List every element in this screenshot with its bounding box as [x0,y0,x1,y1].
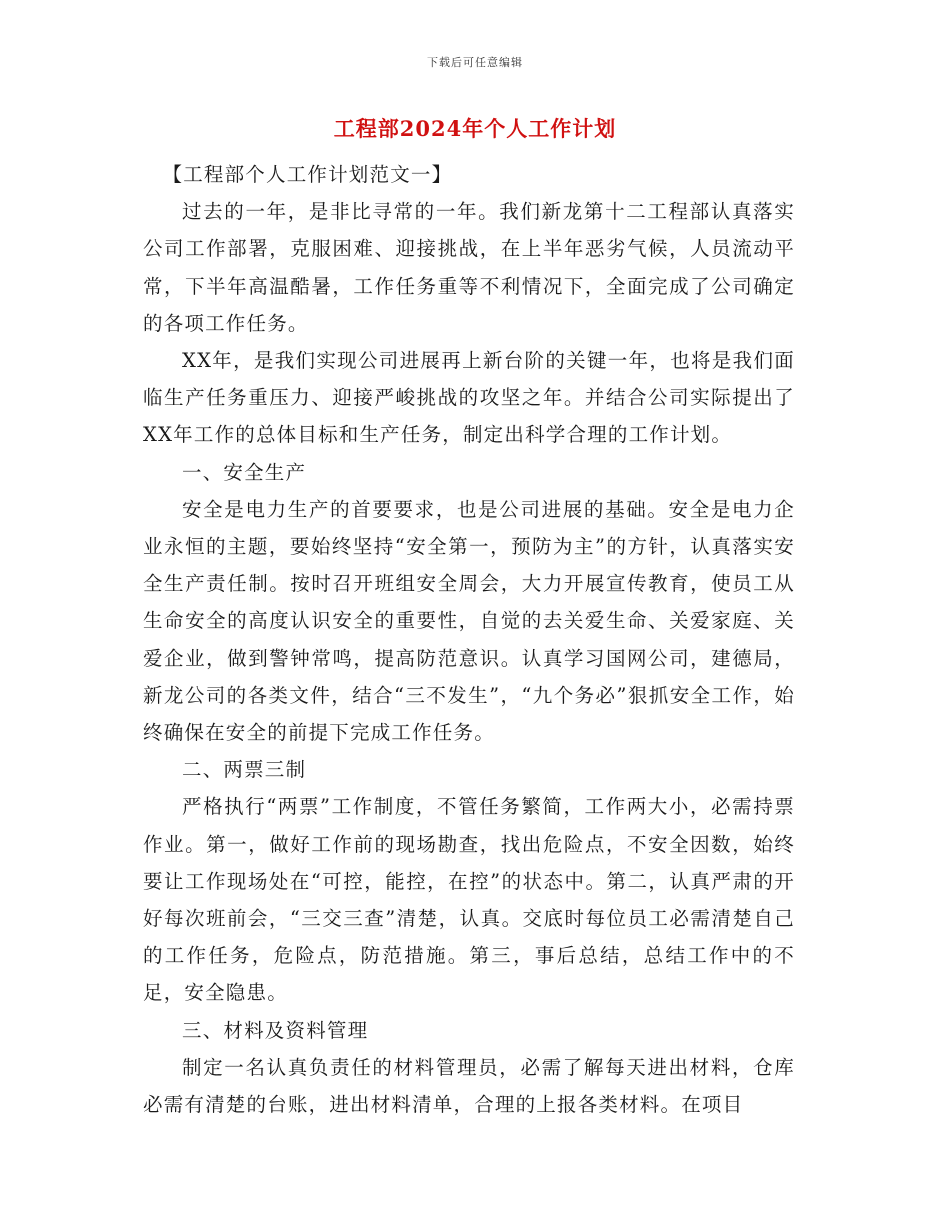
section-heading-safety: 一、安全生产 [182,460,307,484]
document-body [143,156,795,1123]
section-heading-two-tickets: 二、两票三制 [182,758,307,782]
paragraph-materials: 制定一名认真负责任的材料管理员，必需了解每天进出材料，仓库必需有清楚的台账，进出材料清单，合理的上报各类材料。在项目 [143,1055,795,1117]
page-header-note: 下载后可任意编辑 [427,56,523,69]
document-subtitle: 【工程部个人工作计划范文一】 [162,163,453,186]
document-title: 工程部2024年个人工作计划 [333,116,617,141]
paragraph-safety: 安全是电力生产的首要要求，也是公司进展的基础。安全是电力企业永恒的主题，要始终坚持“安全第一，预防为主”的方针，认真落实安全生产责任制。按时召开班组安全周会，大力开展宣传教育，使员工从生命安全的高度认识安全的重要性，自觉的去关爱生命、关爱家庭、关爱企业，做到警钟常鸣，提高防范意识。认真学习国网公司，建德局，新龙公司的各类文件，结合“三不发生”，“九个务必”狠抓安全工作，始终确保在安全的前提下完成工作任务。 [143,497,795,745]
paragraph-two-tickets: 严格执行“两票”工作制度，不管任务繁简，工作两大小，必需持票作业。第一，做好工作前的现场勘查，找出危险点，不安全因数，始终要让工作现场处在“可控，能控，在控”的状态中。第二，认真严肃的开好每次班前会，“三交三查”清楚，认真。交底时每位员工必需清楚自己的工作任务，危险点，防范措施。第三，事后总结，总结工作中的不足，安全隐患。 [143,795,795,1005]
paragraph-plan-overview: XX年，是我们实现公司进展再上新台阶的关键一年，也将是我们面临生产任务重压力、迎接严峻挑战的攻坚之年。并结合公司实际提出了XX年工作的总体目标和生产任务，制定出科学合理的工作计划。 [143,349,795,447]
paragraph-intro: 过去的一年，是非比寻常的一年。我们新龙第十二工程部认真落实公司工作部署，克服困难、迎接挑战，在上半年恶劣气候，人员流动平常，下半年高温酷暑，工作任务重等不利情况下，全面完成了公司确定的各项工作任务。 [143,200,795,335]
section-heading-materials: 三、材料及资料管理 [182,1018,369,1042]
